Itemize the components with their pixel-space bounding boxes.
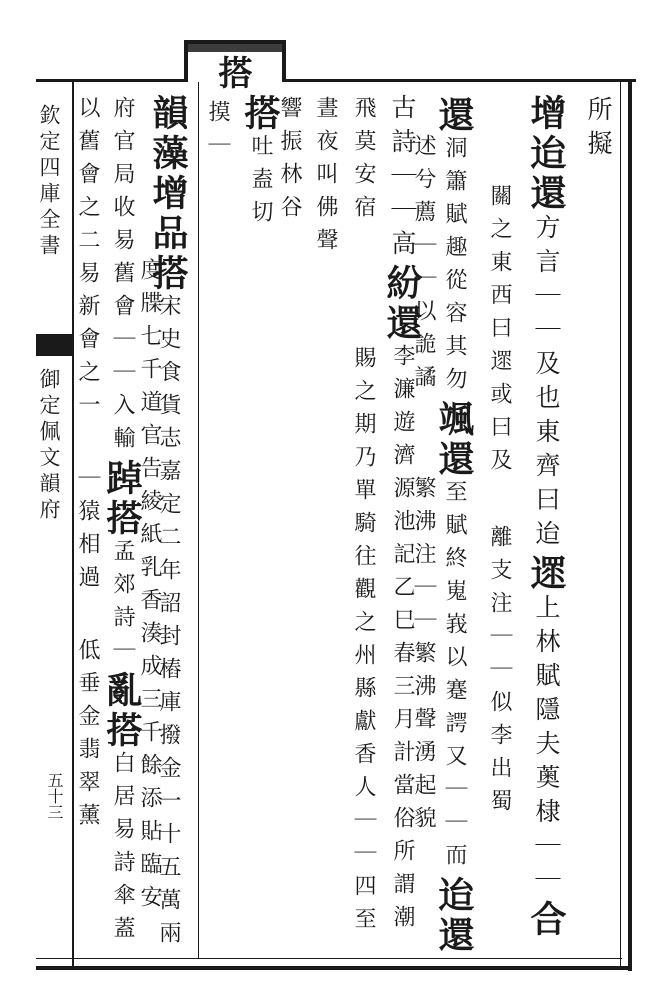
margin-page-number: 五十三 <box>45 772 64 820</box>
col14-text-c: 白居易詩傘蓋 <box>110 751 135 949</box>
col7-text-a: 飛莫安宿 <box>351 96 376 228</box>
text-column-1 <box>586 96 611 164</box>
col2-head-he: 合 <box>525 900 567 940</box>
col4-text-a: 洞簫賦趣從容其勿 <box>442 136 467 400</box>
text-column-11 <box>206 100 228 166</box>
text-column-4 <box>433 96 475 956</box>
col15-text-a: 以舊會之二易新會之一 <box>75 96 100 426</box>
col1-text: 所擬 <box>584 96 613 164</box>
col4-head-huan: 還 <box>433 96 475 136</box>
text-column-7 <box>352 96 374 940</box>
col13-text: 度牒七千道官告綾紙乳香湊成三千餘添貼臨安 <box>137 258 162 918</box>
text-column-13 <box>138 258 160 918</box>
text-column-8 <box>314 96 336 261</box>
col3-text-a: 關之東西曰遝或曰及 <box>487 184 512 481</box>
col12-head-pinta: 品搭 <box>147 214 189 294</box>
col14-head-luanta: 亂搭 <box>101 671 143 751</box>
col4-head-daihuan: 迨還 <box>433 876 475 956</box>
text-column-9 <box>278 96 300 228</box>
col14-head-chuota: 踔搭 <box>101 459 143 539</box>
frame-right-rule <box>628 79 632 971</box>
col6-text-a: 古詩｜｜高 <box>388 94 417 264</box>
col11-text: 摸｜ <box>205 100 230 166</box>
col2-text-a: 方言｜｜及也東齊曰迨 <box>532 214 561 554</box>
margin-bottom-label: 御定佩文韻府 <box>37 368 61 524</box>
col6-head-fenhuan: 紛還 <box>381 264 423 344</box>
col15-text-b: ｜猿相過 <box>75 466 100 598</box>
column-divider-a <box>198 82 199 958</box>
margin-fishtail <box>36 334 72 356</box>
heading-char: 搭 <box>212 55 252 91</box>
text-column-3 <box>488 184 510 822</box>
col2-head-ta: 遝 <box>525 554 567 594</box>
text-column-6 <box>381 94 423 938</box>
text-column-14 <box>101 96 143 949</box>
col12-text: 宋史食貨志嘉定二年詔封樁庫撥金一十五萬兩 <box>156 294 181 954</box>
col5-text-b: 繁沸注｜｜繁沸聲湧起貌 <box>411 476 436 839</box>
col14-text-b: 孟郊詩｜ <box>110 539 135 671</box>
col7-text-b: 賜之期乃單騎往觀之州縣獻香人｜｜四至 <box>351 346 376 940</box>
col2-head-zeng: 增 <box>525 94 567 134</box>
col8-text: 晝夜叫佛聲 <box>313 96 338 261</box>
col3-text-b: 離支注｜｜似李出蜀 <box>487 525 512 822</box>
col5-text-a: 述兮薦｜｜以詭譎 <box>411 134 436 398</box>
col6-text-b: 李濂遊濟源池記乙巳春三月計當俗所謂潮 <box>390 344 415 938</box>
frame-top-rule-right <box>284 79 636 82</box>
col2-text-b: 上林賦隱夫薁棣｜｜ <box>532 594 561 900</box>
text-column-15 <box>76 96 98 836</box>
col4-text-b: 至賦終嵬峩以蹇諤又｜｜而 <box>442 480 467 876</box>
col12-head-yunzao: 韻藻 <box>147 94 189 174</box>
text-column-2 <box>525 94 567 940</box>
col10-text: 吐盍切 <box>248 134 273 233</box>
heading-tab-shadow <box>188 44 282 52</box>
col4-head-sahuan: 颯還 <box>433 400 475 480</box>
col2-head-daihuan: 迨還 <box>525 134 567 214</box>
frame-bottom-rule-thin <box>36 958 622 959</box>
frame-top-rule-left <box>36 79 186 82</box>
margin-divider <box>72 82 74 966</box>
text-column-10 <box>239 94 281 233</box>
col12-head-zeng: 增 <box>147 174 189 214</box>
col9-text: 響振林谷 <box>277 96 302 228</box>
col15-text-c: 低垂金翡翠薰 <box>75 638 100 836</box>
heading-tab-right <box>282 40 286 82</box>
col10-head-ta: 搭 <box>239 94 281 134</box>
col14-text-a: 府官局收易舊會｜｜入輸 <box>110 96 135 459</box>
frame-right-rule-thin <box>620 82 621 968</box>
frame-bottom-rule <box>36 966 632 970</box>
margin-top-label: 欽定四庫全書 <box>37 104 61 260</box>
